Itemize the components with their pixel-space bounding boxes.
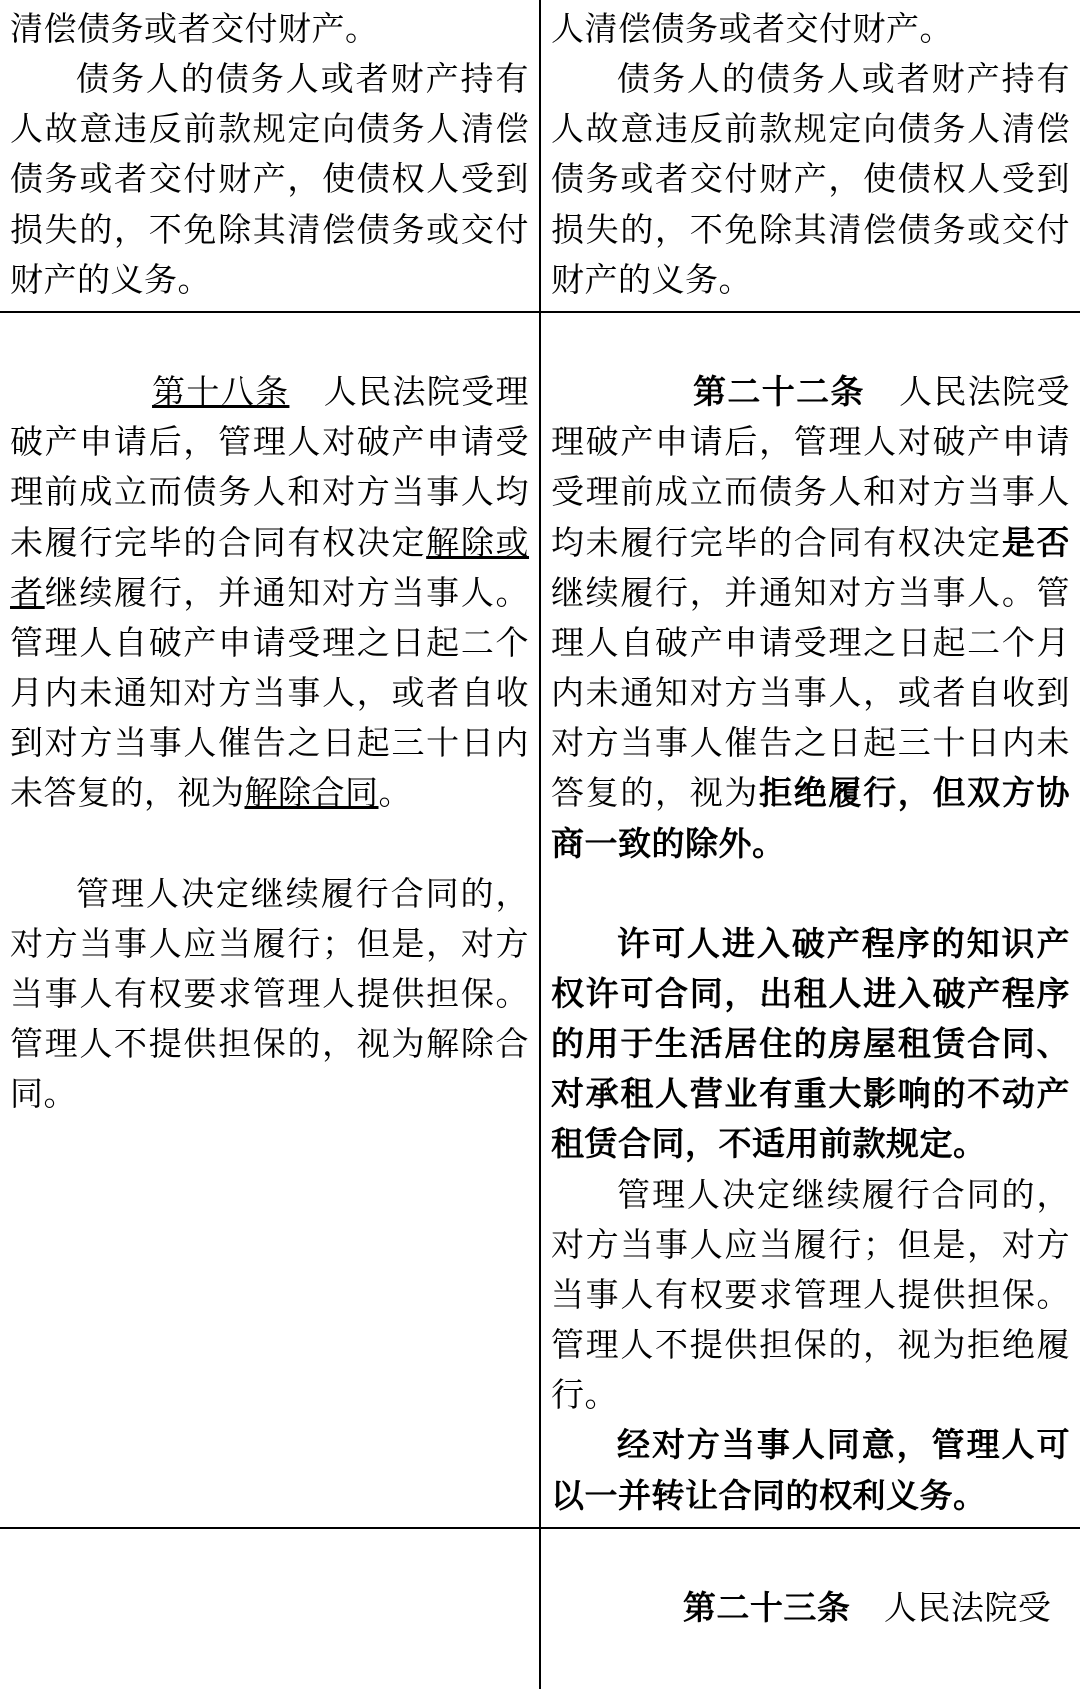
cell-left-article-18 (0, 312, 540, 1528)
cell-left-empty (0, 1528, 540, 1689)
article-number-label: 第二十三条 (682, 1587, 851, 1627)
table-row (0, 312, 1080, 1528)
paragraph-text: 人民法院受理破产申请后，管理人对破产申请受理前成立而债务人和对方当事人均未履行完毕的合同有权决定是否继续履行，并通知对方当事人。管理人自破产申请受理之日起二个月内未通知对方当事人，或者自收到对方当事人催告之日起三十日内未答复的，视为拒绝履行，但双方协商一致的除外。 (551, 372, 1071, 863)
paragraph: 债务人的债务人或者财产持有人故意违反前款规定向债务人清偿债务或者交付财产，使债权人受到损失的，不免除其清偿债务或交付财产的义务。 (551, 59, 1070, 299)
cell-right-article-23 (540, 1528, 1080, 1689)
paragraph: 许可人进入破产程序的知识产权许可合同，出租人进入破产程序的用于生活居住的房屋租赁合同、对承租人营业有重大影响的不动产租赁合同，不适用前款规定。 (551, 923, 1070, 1164)
paragraph-article-23-body (551, 1533, 1070, 1683)
emphasis-bold: 拒绝履行 (759, 773, 898, 813)
paragraph: 人清偿债务或者交付财产。 (551, 9, 953, 48)
cell-right-article-22 (540, 312, 1080, 1528)
emphasis-underline: 解除合同 (244, 773, 379, 813)
paragraph: 管理人决定继续履行合同的，对方当事人应当履行；但是，对方当事人有权要求管理人提供担保。管理人不提供担保的，视为解除合同。 (10, 873, 529, 1114)
paragraph: 清偿债务或者交付财产。 (10, 9, 379, 48)
table-row (0, 1528, 1080, 1689)
cell-right-continuation (540, 0, 1080, 312)
paragraph-article-22-body (551, 317, 1070, 919)
emphasis-underline: 解除或者 (10, 522, 530, 612)
paragraph-text: 人民法院受 (850, 1587, 1052, 1627)
article-number-label: 第二十二条 (693, 372, 865, 412)
emphasis-bold: 是否 (1001, 522, 1071, 562)
paragraph: 经对方当事人同意，管理人可以一并转让合同的权利义务。 (551, 1425, 1070, 1515)
table-row (0, 0, 1080, 312)
paragraph-text: 人民法院受理破产申请后，管理人对破产申请受理前成立而债务人和对方当事人均未履行完毕的合同有权决定解除或者继续履行，并通知对方当事人。管理人自破产申请受理之日起二个月内未通知对方当事人，或者自收到对方当事人催告之日起三十日内未答复的，视为解除合同。 (10, 372, 530, 813)
emphasis-underline (245, 773, 379, 812)
paragraph: 债务人的债务人或者财产持有人故意违反前款规定向债务人清偿债务或者交付财产，使债权人受到损失的，不免除其清偿债务或交付财产的义务。 (10, 59, 529, 299)
article-number-label: 第十八条 (152, 372, 290, 412)
cell-left-continuation (0, 0, 540, 312)
paragraph: 管理人决定继续履行合同的，对方当事人应当履行；但是，对方当事人有权要求管理人提供担保。管理人不提供担保的，视为拒绝履行。 (551, 1174, 1070, 1415)
emphasis-bold: 拒绝履行，但双方协商一致的除外。 (551, 773, 1071, 863)
paragraph-article-18-body (10, 317, 529, 869)
